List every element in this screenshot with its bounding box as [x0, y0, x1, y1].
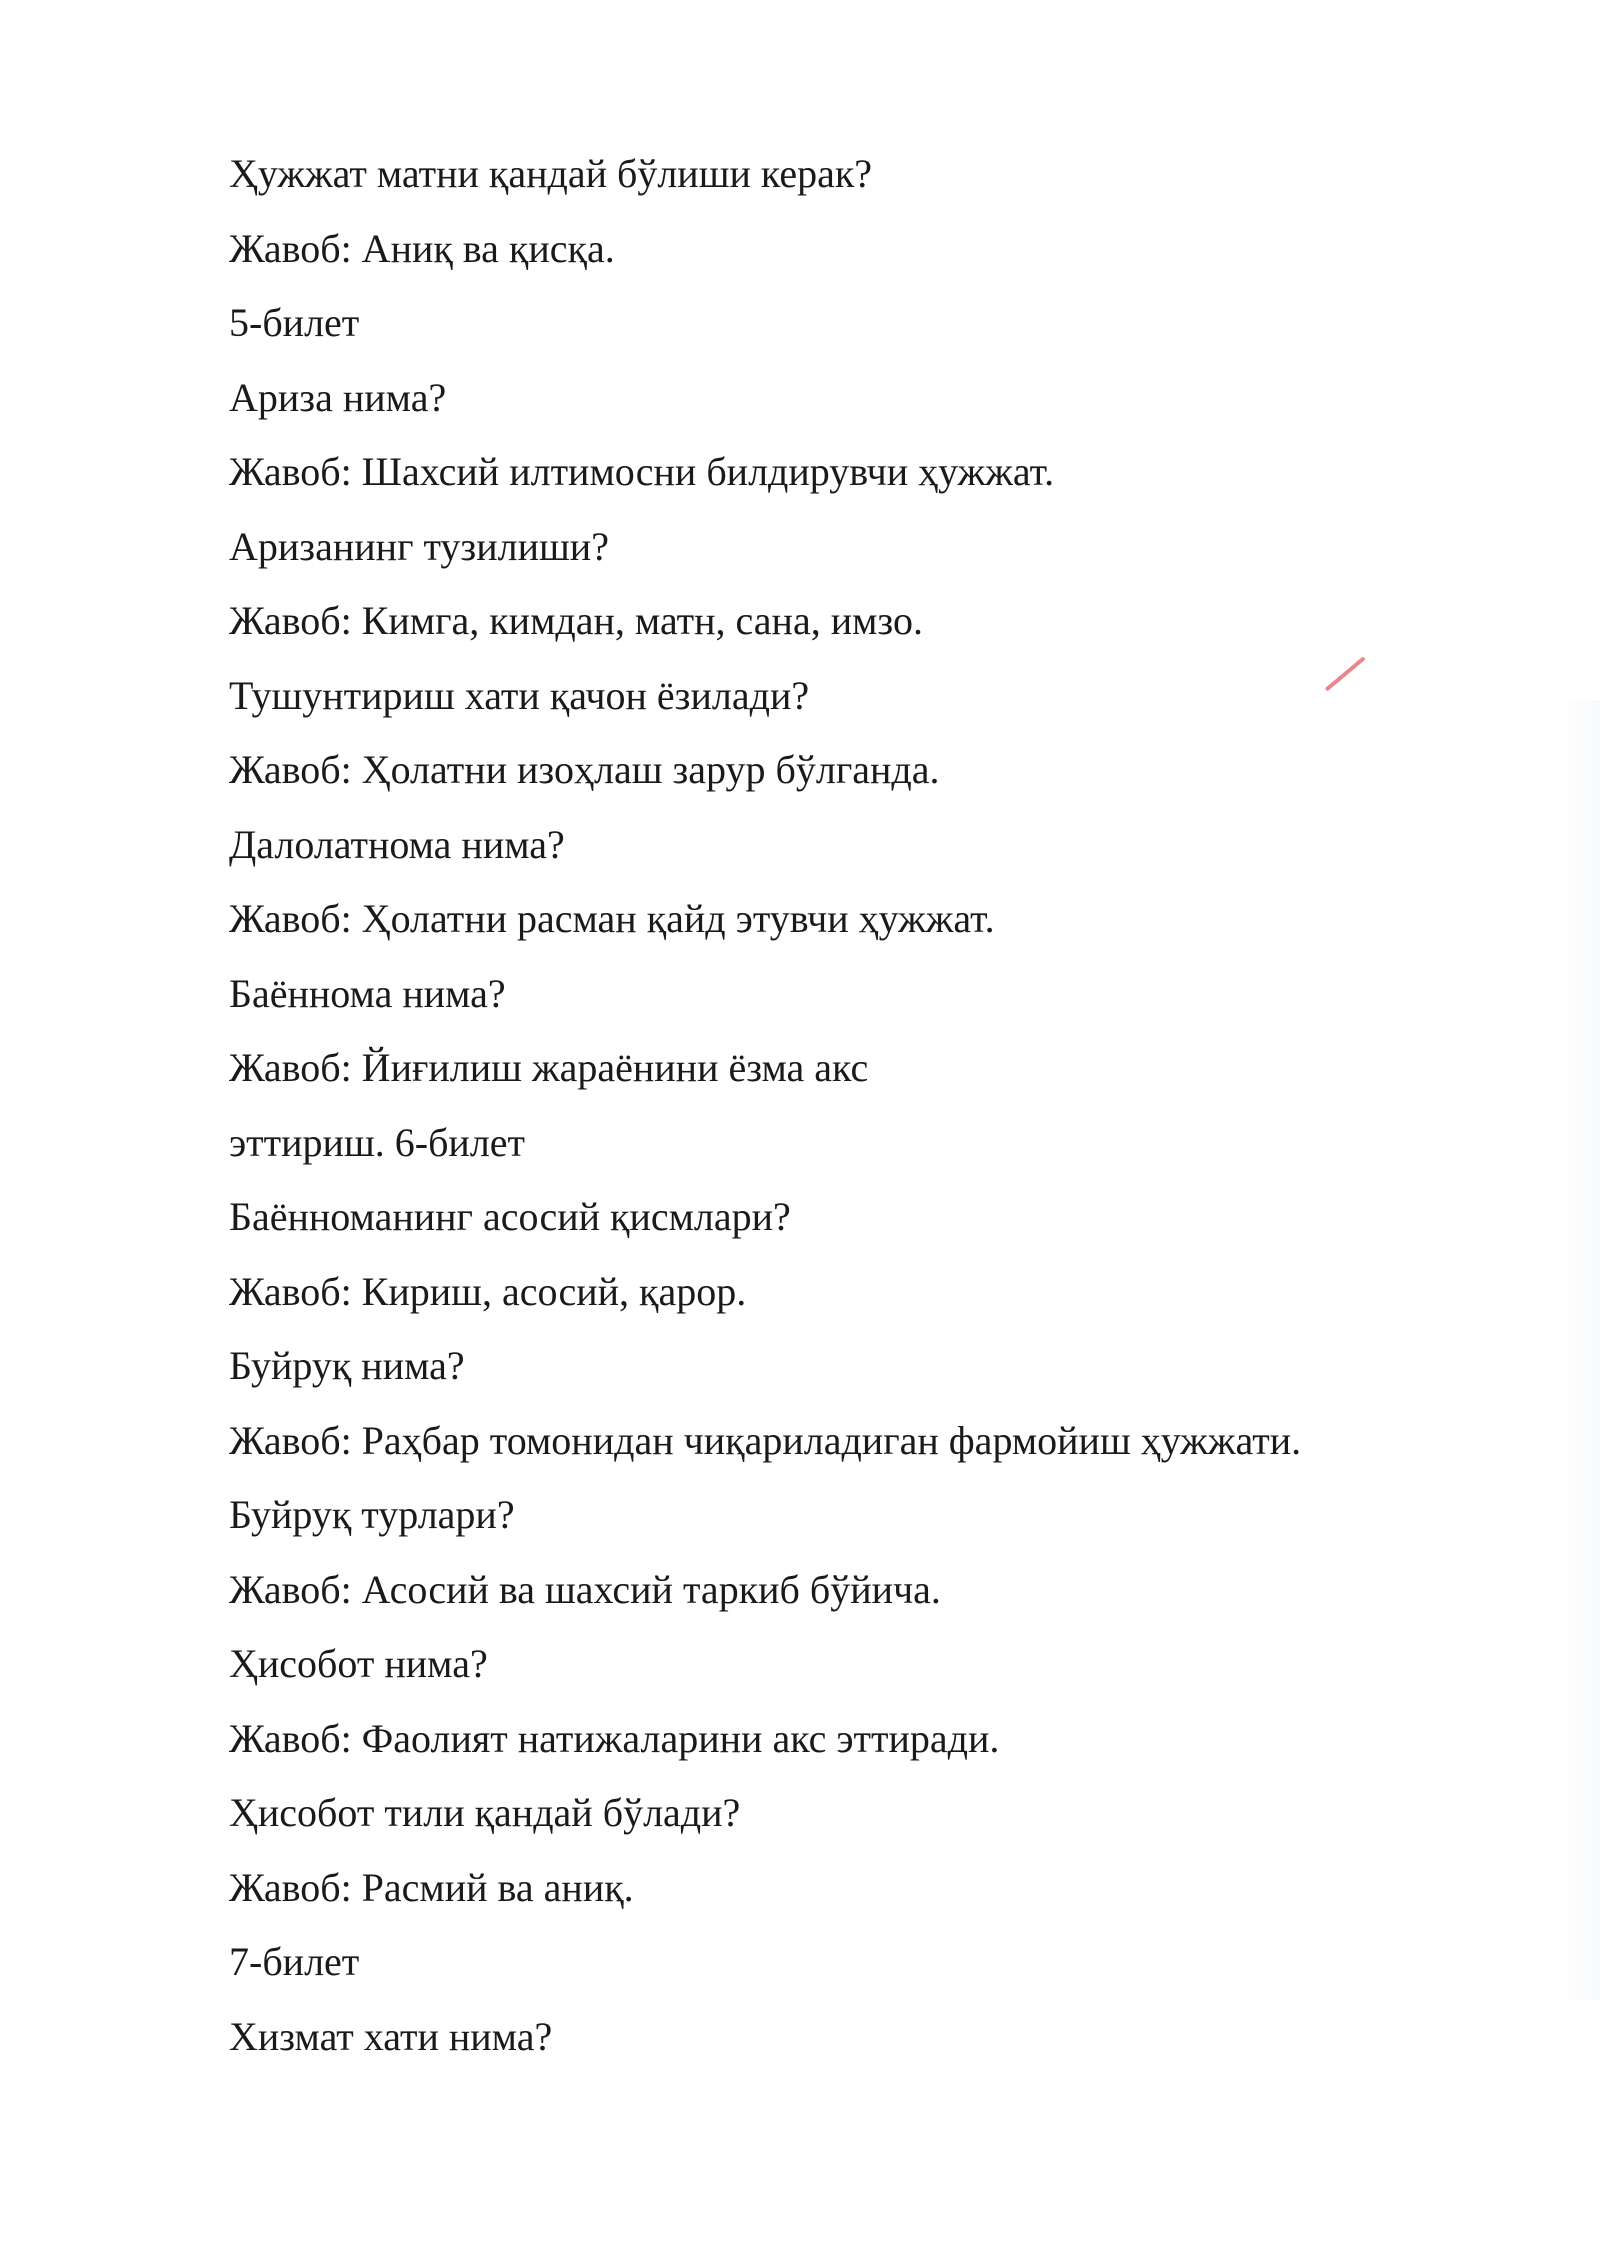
text-line: Жавоб: Йиғилиш жараёнини ёзма акс	[229, 1045, 869, 1090]
text-line: эттириш. 6-билет	[229, 1119, 526, 1165]
text-line: Баённома нима?	[229, 970, 506, 1016]
text-line: Аризанинг тузилиши?	[229, 523, 609, 569]
text-line: Баённоманинг асосий қисмлари?	[229, 1194, 791, 1239]
text-line: Жавоб: Ҳолатни расман қайд этувчи ҳужжат.	[229, 896, 995, 941]
text-line: Хизмат хати нима?	[229, 2013, 553, 2059]
text-line: Тушунтириш хати қачон ёзилади?	[229, 672, 810, 718]
text-line: Ҳисобот тили қандай бўлади?	[229, 1790, 741, 1835]
ticket-heading: 7-билет	[229, 1939, 360, 1984]
text-line: Жавоб: Ҳолатни изоҳлаш зарур бўлганда.	[229, 747, 940, 792]
text-line: Жавоб: Кириш, асосий, қарор.	[229, 1268, 747, 1314]
text-line: Ҳужжат матни қандай бўлиши керак?	[229, 151, 873, 196]
text-line: Жавоб: Расмий ва аниқ.	[229, 1864, 634, 1910]
page-edge-shading	[1560, 700, 1600, 2000]
text-line: Далолатнома нима?	[229, 821, 565, 867]
text-line: Жавоб: Фаолият натижаларини акс эттиради.	[229, 1715, 1000, 1761]
document-body	[229, 148, 1469, 2085]
text-line: Буйруқ турлари?	[229, 1492, 515, 1537]
text-line: Жавоб: Асосий ва шахсий таркиб бўйича.	[229, 1566, 941, 1612]
ticket-heading: 5-билет	[229, 300, 360, 345]
text-line: Ҳисобот нима?	[229, 1641, 488, 1686]
text-line: Буйруқ нима?	[229, 1343, 465, 1388]
text-line: Жавоб: Шахсий илтимосни билдирувчи ҳужжат.	[229, 449, 1055, 494]
text-line: Ариза нима?	[229, 374, 447, 420]
text-line: Жавоб: Аниқ ва қисқа.	[229, 225, 615, 271]
text-line: Жавоб: Раҳбар томонидан чиқариладиган фармойиш ҳужжати.	[229, 1417, 1302, 1463]
text-line: Жавоб: Кимга, кимдан, матн, сана, имзо.	[229, 598, 923, 643]
